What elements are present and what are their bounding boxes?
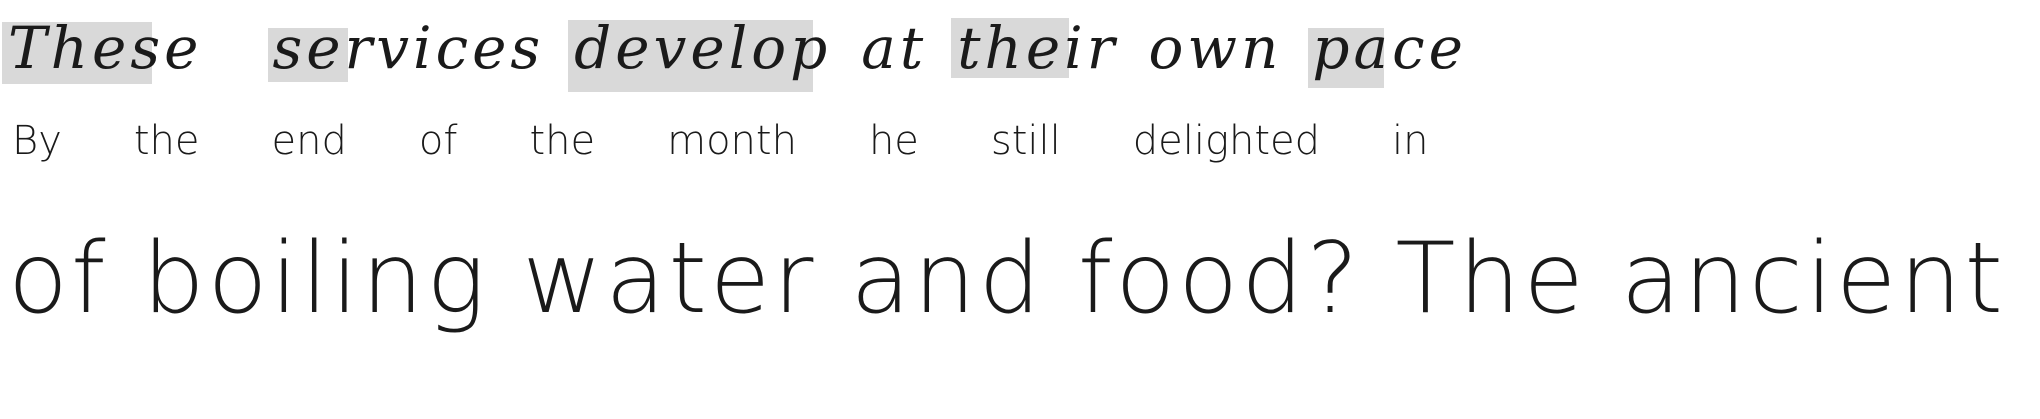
word: services (272, 14, 544, 82)
word: The (1395, 222, 1587, 336)
word: develop (574, 14, 831, 82)
word: water (522, 222, 817, 336)
word: delighted (1132, 118, 1321, 164)
word: ancient (1620, 222, 2006, 336)
handwritten-line-3 (0, 222, 2040, 372)
word: month (667, 118, 797, 164)
handwritten-line-2 (0, 118, 1501, 208)
word: end (271, 118, 347, 164)
word: at (861, 14, 928, 82)
handwritten-line-1 (0, 14, 1497, 104)
word: he (868, 118, 919, 164)
word: and (850, 222, 1044, 336)
word: By (12, 118, 62, 164)
word: still (990, 118, 1061, 164)
word: of (8, 222, 109, 336)
word: food? (1077, 222, 1362, 336)
word: pace (1312, 14, 1467, 82)
word: own (1148, 14, 1283, 82)
word: in (1392, 118, 1429, 164)
word: These (8, 14, 202, 82)
word: the (133, 118, 200, 164)
word: their (957, 14, 1118, 82)
word: of (418, 118, 458, 164)
word: boiling (142, 222, 489, 336)
word: the (529, 118, 596, 164)
